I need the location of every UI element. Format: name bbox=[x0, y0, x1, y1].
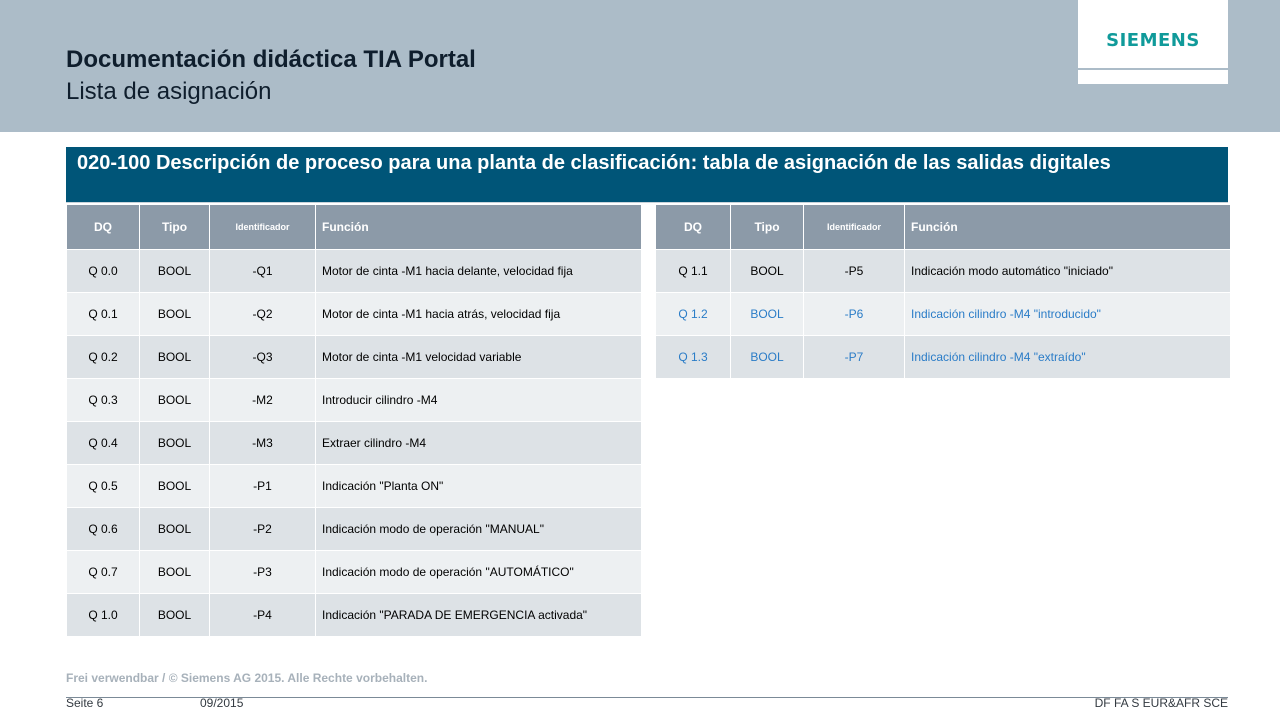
footer-department: DF FA S EUR&AFR SCE bbox=[1094, 696, 1228, 710]
cell-dq: Q 1.0 bbox=[67, 594, 140, 637]
table-header-row bbox=[67, 205, 642, 250]
col-header-tipo: Tipo bbox=[731, 205, 804, 250]
table-row bbox=[67, 551, 642, 594]
cell-funcion: Indicación "Planta ON" bbox=[316, 465, 642, 508]
table-row bbox=[67, 336, 642, 379]
assignment-table-left bbox=[66, 204, 642, 637]
table-row bbox=[656, 336, 1231, 379]
assignment-table-right bbox=[655, 204, 1231, 379]
cell-funcion: Indicación "PARADA DE EMERGENCIA activada" bbox=[316, 594, 642, 637]
cell-funcion: Indicación cilindro -M4 "introducido" bbox=[905, 293, 1231, 336]
cell-dq: Q 1.3 bbox=[656, 336, 731, 379]
col-header-dq: DQ bbox=[67, 205, 140, 250]
page-number: Seite 6 bbox=[66, 696, 104, 710]
table-row bbox=[67, 293, 642, 336]
cell-identificador: -Q3 bbox=[210, 336, 316, 379]
cell-funcion: Indicación cilindro -M4 "extraído" bbox=[905, 336, 1231, 379]
table-row bbox=[67, 422, 642, 465]
cell-identificador: -P1 bbox=[210, 465, 316, 508]
cell-funcion: Motor de cinta -M1 velocidad variable bbox=[316, 336, 642, 379]
cell-dq: Q 0.3 bbox=[67, 379, 140, 422]
cell-funcion: Introducir cilindro -M4 bbox=[316, 379, 642, 422]
cell-funcion: Extraer cilindro -M4 bbox=[316, 422, 642, 465]
cell-identificador: -Q2 bbox=[210, 293, 316, 336]
cell-tipo: BOOL bbox=[140, 293, 210, 336]
cell-funcion: Motor de cinta -M1 hacia delante, velocidad fija bbox=[316, 250, 642, 293]
cell-identificador: -P4 bbox=[210, 594, 316, 637]
col-header-dq: DQ bbox=[656, 205, 731, 250]
section-title: 020-100 Descripción de proceso para una planta de clasificación: tabla de asignación de las salidas digitales bbox=[77, 152, 1111, 174]
cell-tipo: BOOL bbox=[731, 336, 804, 379]
logo-text: SIEMENS bbox=[1106, 30, 1200, 51]
table-row bbox=[67, 250, 642, 293]
cell-tipo: BOOL bbox=[140, 594, 210, 637]
cell-identificador: -M2 bbox=[210, 379, 316, 422]
cell-funcion: Motor de cinta -M1 hacia atrás, velocidad fija bbox=[316, 293, 642, 336]
cell-dq: Q 0.4 bbox=[67, 422, 140, 465]
table-row bbox=[67, 508, 642, 551]
table-row bbox=[67, 379, 642, 422]
cell-tipo: BOOL bbox=[731, 293, 804, 336]
table-row bbox=[67, 594, 642, 637]
cell-dq: Q 0.7 bbox=[67, 551, 140, 594]
cell-funcion: Indicación modo de operación "MANUAL" bbox=[316, 508, 642, 551]
copyright-note: Frei verwendbar / © Siemens AG 2015. Alle Rechte vorbehalten. bbox=[66, 671, 428, 685]
cell-identificador: -P6 bbox=[804, 293, 905, 336]
table-row bbox=[656, 250, 1231, 293]
cell-identificador: -P7 bbox=[804, 336, 905, 379]
cell-tipo: BOOL bbox=[140, 379, 210, 422]
cell-dq: Q 1.1 bbox=[656, 250, 731, 293]
table-row bbox=[67, 465, 642, 508]
logo-strip bbox=[1078, 70, 1228, 84]
cell-funcion: Indicación modo automático "iniciado" bbox=[905, 250, 1231, 293]
cell-tipo: BOOL bbox=[731, 250, 804, 293]
slide-subtitle: Lista de asignación bbox=[66, 78, 272, 105]
cell-identificador: -Q1 bbox=[210, 250, 316, 293]
cell-tipo: BOOL bbox=[140, 250, 210, 293]
col-header-identificador: Identificador bbox=[804, 205, 905, 250]
cell-tipo: BOOL bbox=[140, 336, 210, 379]
cell-dq: Q 0.0 bbox=[67, 250, 140, 293]
cell-identificador: -P5 bbox=[804, 250, 905, 293]
cell-tipo: BOOL bbox=[140, 422, 210, 465]
slide-title: Documentación didáctica TIA Portal bbox=[66, 46, 476, 73]
cell-dq: Q 1.2 bbox=[656, 293, 731, 336]
cell-dq: Q 0.6 bbox=[67, 508, 140, 551]
col-header-tipo: Tipo bbox=[140, 205, 210, 250]
siemens-logo bbox=[1078, 0, 1228, 68]
cell-identificador: -P3 bbox=[210, 551, 316, 594]
table-header-row bbox=[656, 205, 1231, 250]
cell-dq: Q 0.5 bbox=[67, 465, 140, 508]
col-header-funcion: Función bbox=[905, 205, 1231, 250]
col-header-funcion: Función bbox=[316, 205, 642, 250]
cell-dq: Q 0.1 bbox=[67, 293, 140, 336]
cell-identificador: -P2 bbox=[210, 508, 316, 551]
cell-funcion: Indicación modo de operación "AUTOMÁTICO" bbox=[316, 551, 642, 594]
footer-date: 09/2015 bbox=[200, 696, 244, 710]
table-row bbox=[656, 293, 1231, 336]
cell-identificador: -M3 bbox=[210, 422, 316, 465]
cell-tipo: BOOL bbox=[140, 508, 210, 551]
cell-dq: Q 0.2 bbox=[67, 336, 140, 379]
cell-tipo: BOOL bbox=[140, 465, 210, 508]
cell-tipo: BOOL bbox=[140, 551, 210, 594]
section-bar bbox=[66, 147, 1228, 203]
col-header-identificador: Identificador bbox=[210, 205, 316, 250]
